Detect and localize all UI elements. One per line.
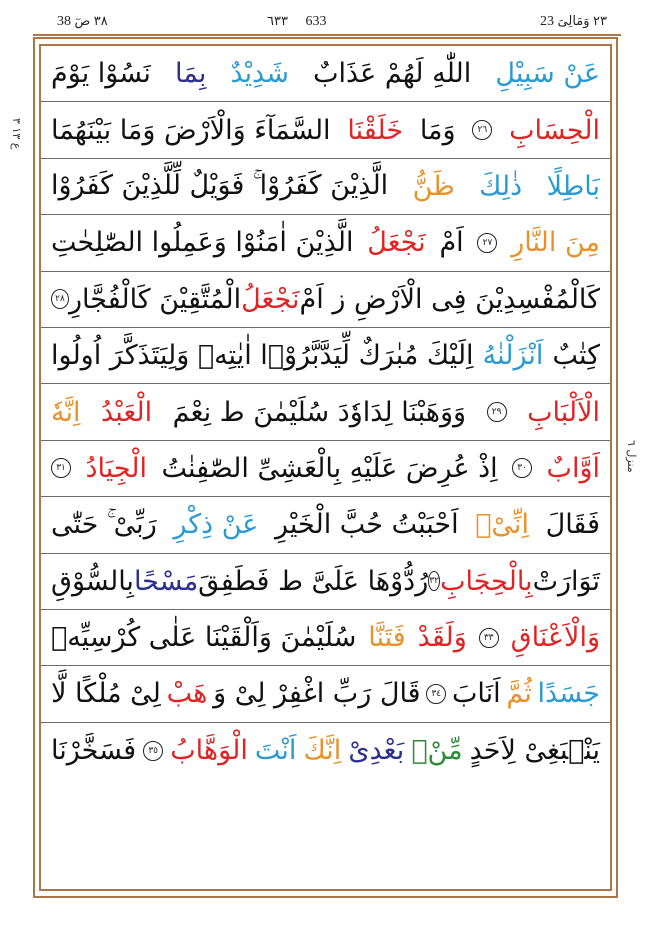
text-line <box>41 102 610 158</box>
word-group: الْحِسَابِ <box>509 114 600 146</box>
page-number-label <box>263 10 330 34</box>
word-group: وَوَهَبْنَا لِدَاوٗدَ سُلَیْمٰنَ ط نِعْمَ <box>172 396 467 428</box>
word-group: رُدُّوْهَا عَلَیَّ ط فَطَفِقَ <box>198 565 429 597</box>
word-group: فَتَنَّا <box>368 622 406 654</box>
word-group: عَنْ ذِكْرِ <box>173 509 259 541</box>
word-group: شَدِیْدٌ <box>230 58 289 90</box>
word-group: اِنَّهٗ <box>51 396 81 428</box>
ayah-number-marker: ٢٩ <box>487 402 507 422</box>
word-group: بِالْحِجَابِ <box>440 565 533 597</box>
word-group: كِتٰبٌ <box>552 340 600 372</box>
word-group: الْمُتَّقِیْنَ كَالْفُجَّارِ <box>69 283 242 315</box>
word-group: سُلَیْمٰنَ وَاَلْقَیْنَا عَلٰی كُرْسِیِّهٖ <box>51 622 357 654</box>
word-group: اِلَیْكَ مُبٰرَكٌ لِّیَدَّبَّرُوْۤا اٰیٰتِهٖ وَلِیَتَذَكَّرَ اُولُوا <box>51 340 474 372</box>
word-group: جَسَدًا <box>537 678 600 710</box>
word-group: الْوَهَّابُ <box>170 735 248 767</box>
word-group: الْاَلْبَابِ <box>527 396 600 428</box>
word-group: فَسَخَّرْنَا <box>51 735 137 767</box>
text-line <box>41 554 610 610</box>
text-line <box>41 723 610 779</box>
word-group: ظَنُّ <box>412 170 455 202</box>
word-group: مِنَ النَّارِ <box>511 227 600 259</box>
ayah-number-marker: ٣٢ <box>428 571 440 591</box>
page-number: 633 <box>305 14 327 29</box>
word-group: اِنَّكَ <box>303 735 342 767</box>
text-line <box>41 46 610 102</box>
word-group: خَلَقْنَا <box>347 114 404 146</box>
word-group: وَلَقَدْ <box>417 622 467 654</box>
surah-label <box>53 10 112 34</box>
word-group: اَحْبَبْتُ حُبَّ الْخَیْرِ <box>275 509 459 541</box>
word-group: اَنْزَلْنٰهُ <box>482 340 544 372</box>
ayah-number-marker: ٢٨ <box>51 289 69 309</box>
surah-name: صٓ <box>74 14 91 29</box>
text-line <box>41 384 610 440</box>
word-group: اَنَابَ <box>451 678 501 710</box>
juz-label <box>536 10 611 34</box>
word-group: كَالْمُفْسِدِیْنَ فِی الْاَرْضِ ز اَمْ <box>299 283 600 315</box>
word-group: السَّمَآءَ وَالْاَرْضَ وَمَا بَیْنَهُمَا <box>51 114 331 146</box>
word-group: هَبْ <box>166 678 208 710</box>
word-group: رَبِّیْ ۚ حَتّٰی <box>51 508 157 540</box>
text-line <box>41 610 610 666</box>
text-line <box>41 328 610 384</box>
word-group: الْجِیَادُ <box>85 452 148 484</box>
text-line <box>41 159 610 215</box>
page-frame-inner <box>39 44 612 891</box>
word-group: اَنْتَ <box>254 735 297 767</box>
word-group: تَوَارَتْ <box>532 565 600 597</box>
word-group: بَعْدِیْ <box>348 735 405 767</box>
word-group: اَوَّابٌ <box>546 452 600 484</box>
word-group: اِنِّیْۤ <box>475 509 529 541</box>
surah-number-ar: ٣٨ <box>93 14 108 29</box>
ayah-number-marker: ٣١ <box>51 458 71 478</box>
text-line <box>41 441 610 497</box>
juz-number: 23 <box>540 14 555 29</box>
word-group: لِیْ مُلْكًا لَّا <box>51 678 161 710</box>
ayah-number-marker: ٣٠ <box>512 458 532 478</box>
word-group: الْعَبْدُ <box>101 396 153 428</box>
surah-number: 38 <box>57 14 71 29</box>
word-group: اِذْ عُرِضَ عَلَیْهِ بِالْعَشِیِّ الصّٰفِنٰتُ <box>161 452 498 484</box>
word-group: اللّٰهِ لَهُمْ عَذَابٌ <box>313 58 472 90</box>
header-rule <box>33 34 621 36</box>
juz-number-ar: ٢٣ <box>593 14 607 29</box>
juz-name: وَمَالِیَ <box>557 14 590 29</box>
ayah-number-marker: ٣٣ <box>479 628 499 648</box>
word-group: عَنْ سَبِیْلِ <box>495 58 600 90</box>
word-group: بِالسُّوْقِ <box>51 565 134 597</box>
word-group: مِّنْۢ <box>411 735 463 767</box>
word-group: وَالْاَعْنَاقِ <box>510 622 600 654</box>
word-group: اَمْ <box>439 227 464 259</box>
word-group: وَمَا <box>419 114 456 146</box>
text-line <box>41 215 610 271</box>
ayah-number-marker: ٣٤ <box>426 684 446 704</box>
ruku-marker: ع ١٣ ٣ <box>10 118 23 150</box>
word-group: نَجْعَلُ <box>241 283 300 315</box>
word-group: نَسُوْا یَوْمَ <box>51 58 151 90</box>
ayah-number-marker: ٢٧ <box>477 233 497 253</box>
page-header <box>33 8 621 36</box>
page-number-ar: ٦٣٣ <box>267 14 288 29</box>
text-line <box>41 666 610 722</box>
word-group: بِمَا <box>175 58 207 90</box>
ayah-number-marker: ٢٦ <box>472 120 492 140</box>
word-group: بَاطِلًا <box>546 170 600 202</box>
word-group: نَجْعَلُ <box>367 227 426 259</box>
text-line <box>41 272 610 328</box>
manzil-marker: منزل ٦ <box>625 440 638 473</box>
word-group: الَّذِیْنَ اٰمَنُوْا وَعَمِلُوا الصّٰلِحٰتِ <box>51 227 354 259</box>
word-group: مَسْحًا <box>133 565 199 597</box>
word-group: ذٰلِكَ <box>479 170 523 202</box>
word-group: ثُمَّ <box>506 678 532 710</box>
ayah-number-marker: ٣٥ <box>143 741 163 761</box>
text-lines <box>41 46 610 889</box>
word-group: یَنْۢبَغِیْ لِاَحَدٍ <box>469 735 600 767</box>
word-group: قَالَ رَبِّ اغْفِرْ لِیْ وَ <box>213 678 421 710</box>
word-group: فَقَالَ <box>545 509 600 541</box>
word-group: الَّذِیْنَ كَفَرُوْا ۚ فَوَیْلٌ لِّلَّذِیْنَ كَفَرُوْا <box>51 170 389 202</box>
text-line <box>41 497 610 553</box>
